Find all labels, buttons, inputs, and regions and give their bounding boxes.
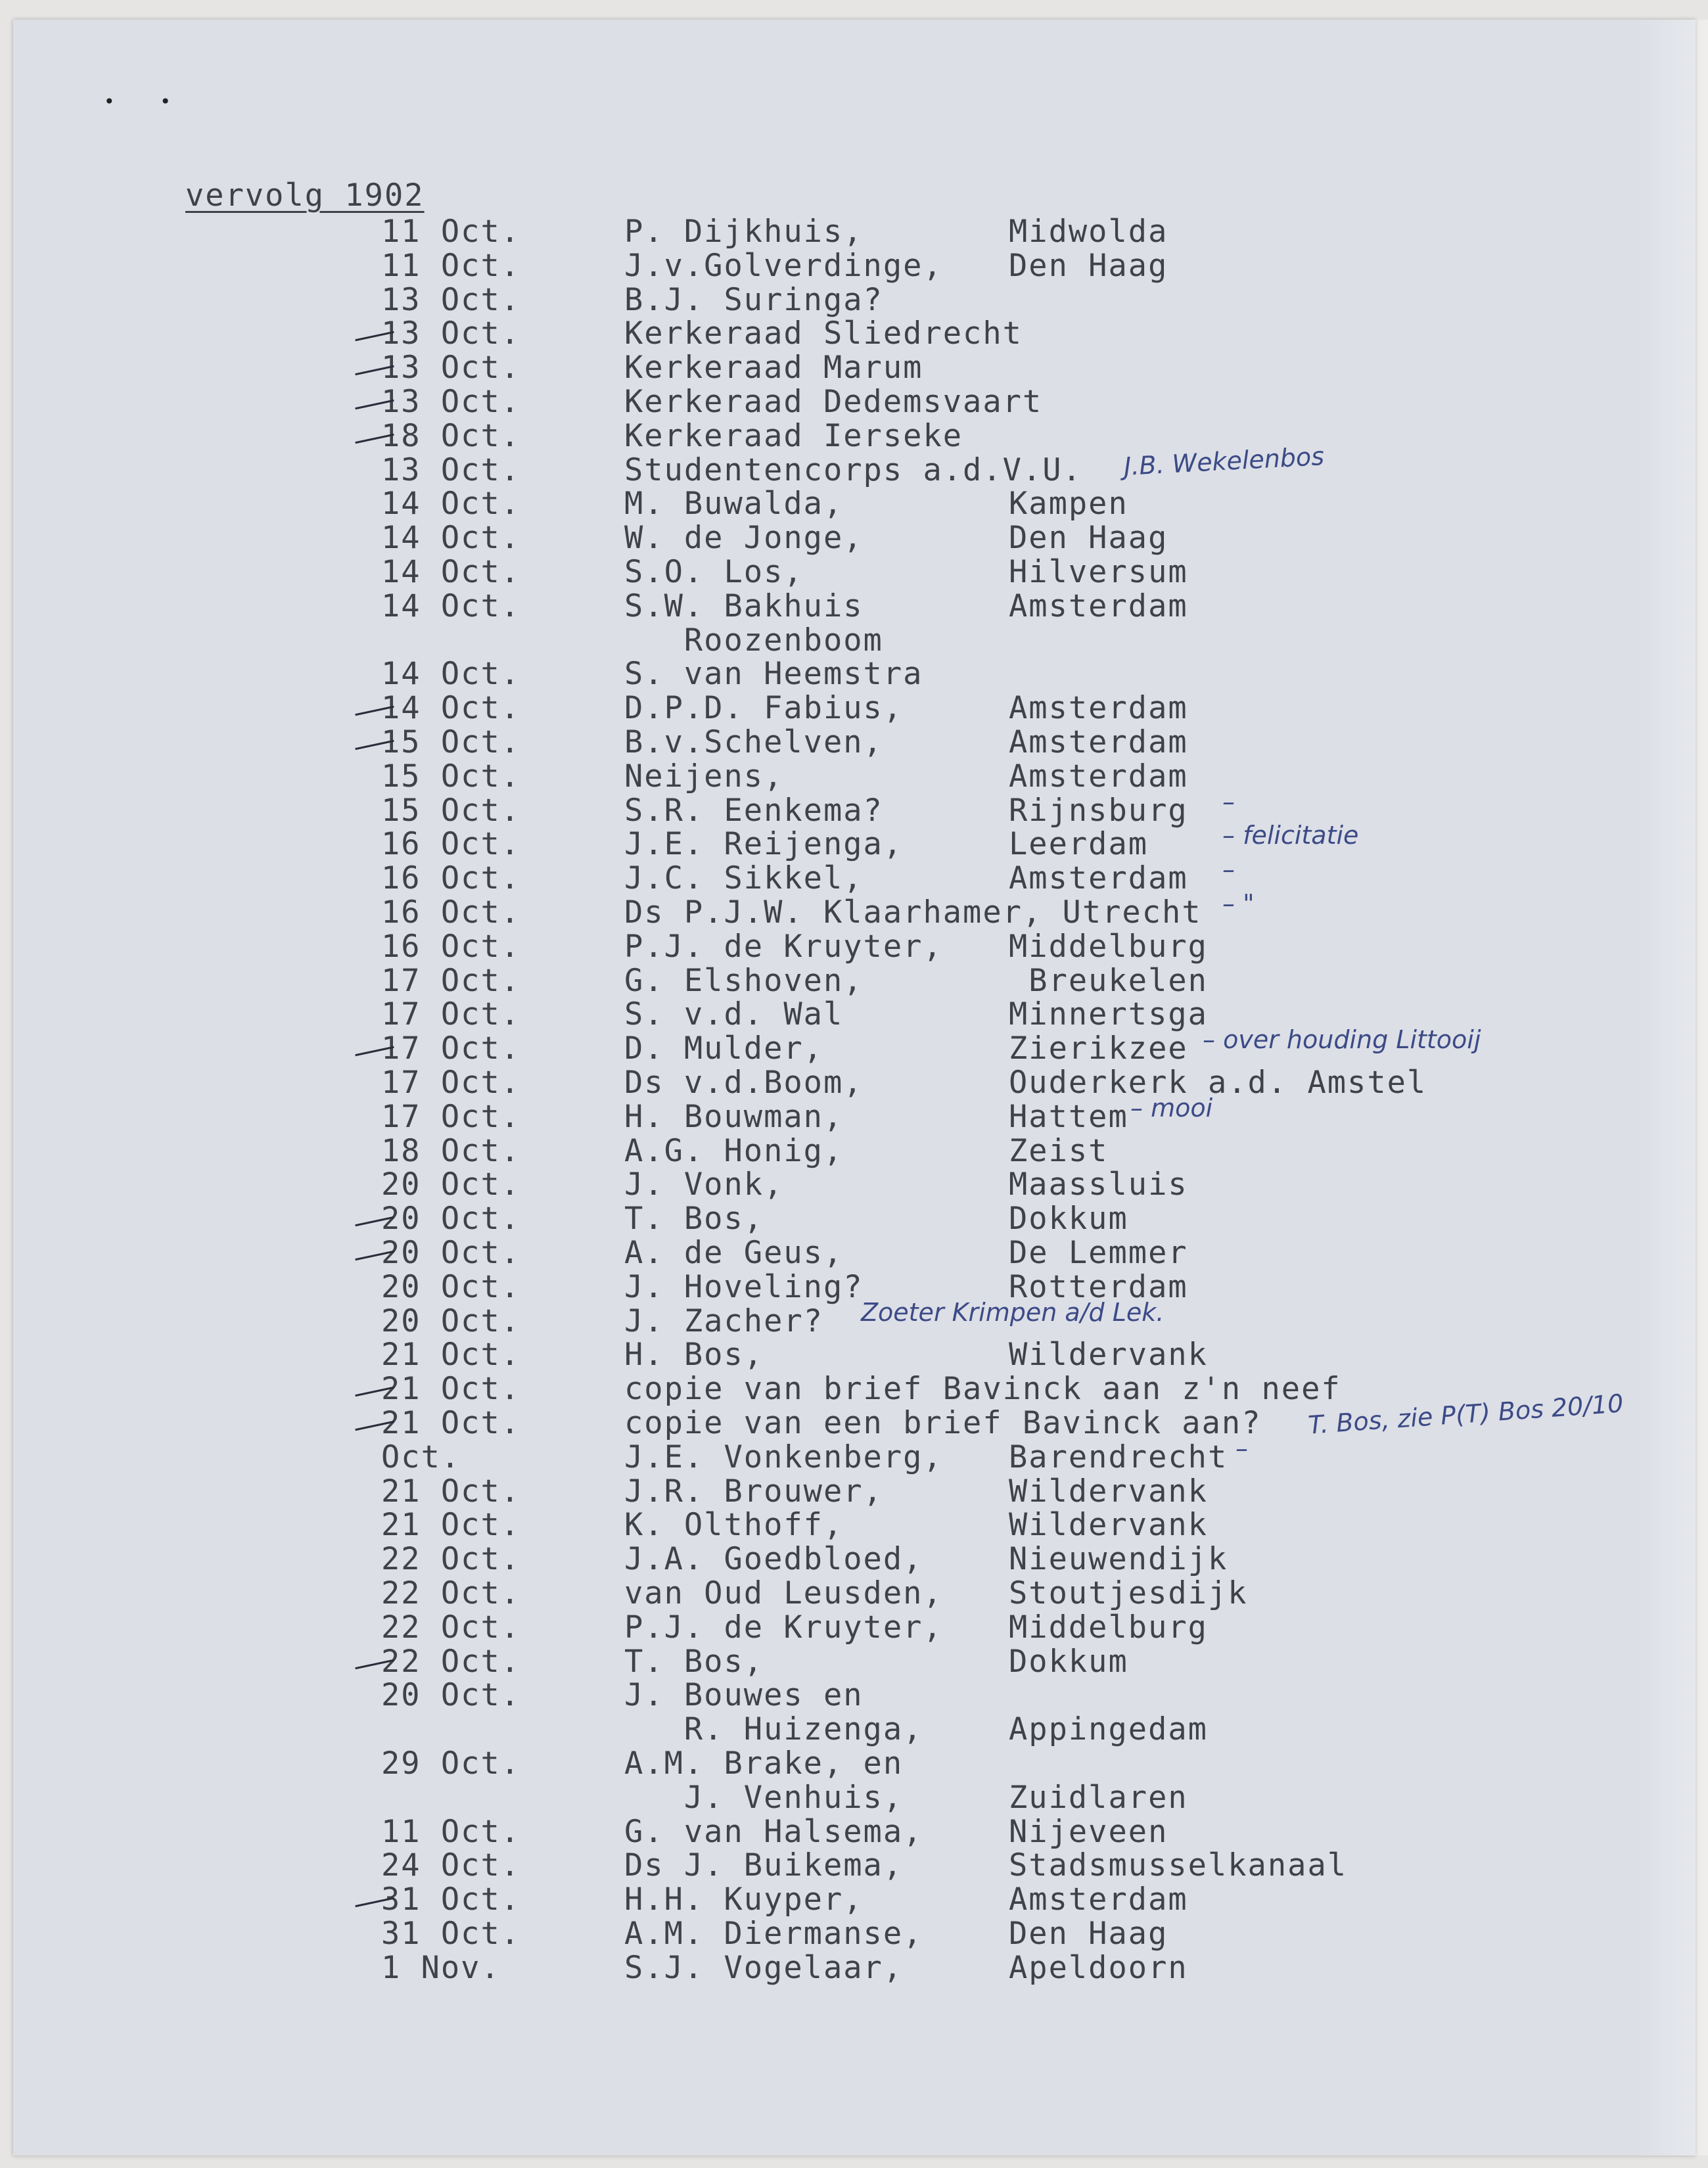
entry-date: 31 Oct. bbox=[381, 1881, 521, 1918]
entry-name: Kerkeraad Marum bbox=[624, 350, 923, 386]
entry-date: 20 Oct. bbox=[381, 1303, 521, 1339]
entry-date: 17 Oct. bbox=[381, 1065, 521, 1101]
entry-place: Nijeveen bbox=[1009, 1813, 1168, 1850]
entry-name: B.J. Suringa? bbox=[624, 281, 883, 318]
entry-date: 14 Oct. bbox=[381, 520, 521, 557]
entry-place: Amsterdam bbox=[1009, 860, 1188, 897]
entry-date: 22 Oct. bbox=[381, 1643, 521, 1680]
entry-name: D. Mulder, bbox=[624, 1030, 823, 1067]
entry-name: T. Bos, bbox=[624, 1643, 764, 1680]
entry-place: Den Haag bbox=[1009, 247, 1168, 284]
entry-name: H. Bos, bbox=[624, 1337, 764, 1373]
entry-name: Ds J. Buikema, bbox=[624, 1847, 904, 1884]
entry-date: 17 Oct. bbox=[381, 996, 521, 1033]
entry-name: Ds P.J.W. Klaarhamer, Utrecht bbox=[624, 894, 1202, 931]
entry-date: 13 Oct. bbox=[381, 451, 521, 488]
handwritten-note: – felicitatie bbox=[1222, 821, 1359, 850]
paper-edge-shading bbox=[1636, 20, 1708, 2156]
entry-name: J.E. Reijenga, bbox=[624, 826, 904, 863]
entry-date: 14 Oct. bbox=[381, 690, 521, 727]
entry-date: 16 Oct. bbox=[381, 860, 521, 897]
entry-name: Kerkeraad Ierseke bbox=[624, 417, 963, 454]
entry-date: 21 Oct. bbox=[381, 1405, 521, 1441]
entry-place: Amsterdam bbox=[1009, 588, 1188, 624]
entry-date: 1 Nov. bbox=[381, 1949, 501, 1986]
entry-name: A.G. Honig, bbox=[624, 1132, 844, 1169]
entry-place: Amsterdam bbox=[1009, 758, 1188, 795]
entry-place: Den Haag bbox=[1009, 1916, 1168, 1952]
entry-name: S. v.d. Wal bbox=[624, 996, 844, 1033]
entry-place: Dokkum bbox=[1009, 1643, 1128, 1680]
entry-date: 13 Oct. bbox=[381, 315, 521, 352]
entry-date: 14 Oct. bbox=[381, 486, 521, 522]
entry-place: Stadsmusselkanaal bbox=[1009, 1847, 1348, 1884]
entry-name: G. van Halsema, bbox=[624, 1813, 923, 1850]
entry-name: Studentencorps a.d.V.U. bbox=[624, 451, 1082, 488]
entry-name: van Oud Leusden, bbox=[624, 1575, 943, 1611]
entry-name: A. de Geus, bbox=[624, 1235, 844, 1271]
page-heading: vervolg 1902 bbox=[185, 177, 425, 214]
entry-name: B.v.Schelven, bbox=[624, 724, 883, 760]
entry-place: Hilversum bbox=[1009, 554, 1188, 590]
entry-name: Kerkeraad Dedemsvaart bbox=[624, 384, 1043, 420]
entry-date: Oct. bbox=[381, 1439, 461, 1475]
entry-name: Neijens, bbox=[624, 758, 784, 795]
entry-name: M. Buwalda, bbox=[624, 486, 844, 522]
entry-date: 16 Oct. bbox=[381, 894, 521, 931]
handwritten-note: – mooi bbox=[1130, 1093, 1213, 1122]
entry-date: 20 Oct. bbox=[381, 1201, 521, 1237]
entry-name: J.v.Golverdinge, bbox=[624, 247, 943, 284]
entry-date: 13 Oct. bbox=[381, 350, 521, 386]
entry-place: Zierikzee bbox=[1009, 1030, 1188, 1067]
entry-date: 31 Oct. bbox=[381, 1916, 521, 1952]
entry-date: 29 Oct. bbox=[381, 1745, 521, 1782]
entry-place: Rijnsburg bbox=[1009, 792, 1188, 829]
entry-name: P. Dijkhuis, bbox=[624, 214, 864, 250]
entry-name: S.R. Eenkema? bbox=[624, 792, 883, 829]
entry-name: S. van Heemstra bbox=[624, 656, 923, 693]
entry-name: Ds v.d.Boom, bbox=[624, 1065, 864, 1101]
entry-name: J. Bouwes en bbox=[624, 1677, 864, 1714]
entry-place: De Lemmer bbox=[1009, 1235, 1188, 1271]
entry-date: 21 Oct. bbox=[381, 1473, 521, 1510]
entry-name: R. Huizenga, bbox=[624, 1711, 923, 1748]
entry-place: Amsterdam bbox=[1009, 690, 1188, 727]
entry-place: Rotterdam bbox=[1009, 1268, 1188, 1305]
entry-place: Apeldoorn bbox=[1009, 1949, 1188, 1986]
entry-place: Barendrecht bbox=[1009, 1439, 1228, 1475]
entry-name: copie van een brief Bavinck aan? bbox=[624, 1405, 1262, 1441]
entry-name: copie van brief Bavinck aan z'n neef bbox=[624, 1371, 1341, 1408]
entry-place: Amsterdam bbox=[1009, 724, 1188, 760]
corner-marks: • • bbox=[104, 91, 191, 112]
handwritten-note: – bbox=[1222, 787, 1235, 816]
entry-place: Minnertsga bbox=[1009, 996, 1208, 1033]
entry-name: S.O. Los, bbox=[624, 554, 804, 590]
entry-name: Kerkeraad Sliedrecht bbox=[624, 315, 1023, 352]
entry-date: 11 Oct. bbox=[381, 247, 521, 284]
entry-name: P.J. de Kruyter, bbox=[624, 1609, 943, 1646]
entry-date: 20 Oct. bbox=[381, 1235, 521, 1271]
entry-date: 13 Oct. bbox=[381, 281, 521, 318]
entry-place: Leerdam bbox=[1009, 826, 1149, 863]
entry-place: Maassluis bbox=[1009, 1166, 1188, 1203]
entry-name: J.A. Goedbloed, bbox=[624, 1541, 923, 1578]
entry-name: J. Venhuis, bbox=[624, 1779, 904, 1816]
entry-date: 14 Oct. bbox=[381, 554, 521, 590]
entry-name: J.R. Brouwer, bbox=[624, 1473, 883, 1510]
handwritten-note: T. Bos, zie P(T) Bos 20/10 bbox=[1307, 1389, 1625, 1440]
entry-place: Amsterdam bbox=[1009, 1881, 1188, 1918]
entry-place: Middelburg bbox=[1009, 928, 1208, 965]
entry-name: G. Elshoven, bbox=[624, 962, 864, 999]
entry-name: S.J. Vogelaar, bbox=[624, 1949, 904, 1986]
entry-date: 21 Oct. bbox=[381, 1337, 521, 1373]
entry-name: P.J. de Kruyter, bbox=[624, 928, 943, 965]
entry-place: Midwolda bbox=[1009, 214, 1168, 250]
entry-place: Hattem bbox=[1009, 1098, 1128, 1135]
entry-place: Den Haag bbox=[1009, 520, 1168, 557]
entry-date: 11 Oct. bbox=[381, 214, 521, 250]
entry-date: 20 Oct. bbox=[381, 1268, 521, 1305]
entry-name: A.M. Diermanse, bbox=[624, 1916, 923, 1952]
entry-name: A.M. Brake, en bbox=[624, 1745, 904, 1782]
entry-name: W. de Jonge, bbox=[624, 520, 864, 557]
entry-place: Middelburg bbox=[1009, 1609, 1208, 1646]
entry-date: 21 Oct. bbox=[381, 1507, 521, 1544]
entry-date: 11 Oct. bbox=[381, 1813, 521, 1850]
entry-place: Wildervank bbox=[1009, 1507, 1208, 1544]
entry-name: K. Olthoff, bbox=[624, 1507, 844, 1544]
entry-name: J.C. Sikkel, bbox=[624, 860, 864, 897]
entry-date: 22 Oct. bbox=[381, 1575, 521, 1611]
entry-date: 18 Oct. bbox=[381, 1132, 521, 1169]
entry-date: 13 Oct. bbox=[381, 384, 521, 420]
entry-date: 22 Oct. bbox=[381, 1609, 521, 1646]
handwritten-note: J.B. Wekelenbos bbox=[1123, 441, 1325, 481]
entry-place: Zeist bbox=[1009, 1132, 1109, 1169]
entry-date: 22 Oct. bbox=[381, 1541, 521, 1578]
handwritten-note: Zoeter Krimpen a/d Lek. bbox=[861, 1297, 1165, 1327]
entry-place: Breukelen bbox=[1009, 962, 1208, 999]
entry-name: J. Vonk, bbox=[624, 1166, 784, 1203]
entry-place: Stoutjesdijk bbox=[1009, 1575, 1248, 1611]
entry-name: D.P.D. Fabius, bbox=[624, 690, 904, 727]
entry-date: 14 Oct. bbox=[381, 588, 521, 624]
entry-date: 24 Oct. bbox=[381, 1847, 521, 1884]
entry-name: H.H. Kuyper, bbox=[624, 1881, 864, 1918]
entry-name: J. Zacher? bbox=[624, 1303, 823, 1339]
entry-date: 17 Oct. bbox=[381, 1030, 521, 1067]
entry-place: Wildervank bbox=[1009, 1473, 1208, 1510]
entry-place: Nieuwendijk bbox=[1009, 1541, 1228, 1578]
entry-place: Dokkum bbox=[1009, 1201, 1128, 1237]
entry-date: 17 Oct. bbox=[381, 962, 521, 999]
entry-date: 15 Oct. bbox=[381, 792, 521, 829]
entry-date: 14 Oct. bbox=[381, 656, 521, 693]
entry-place: Kampen bbox=[1009, 486, 1128, 522]
handwritten-note: – over houding Littooij bbox=[1203, 1025, 1481, 1055]
entry-name: Roozenboom bbox=[624, 622, 883, 658]
entry-date: 21 Oct. bbox=[381, 1371, 521, 1408]
handwritten-note: – " bbox=[1222, 889, 1255, 918]
entry-date: 16 Oct. bbox=[381, 928, 521, 965]
entry-name: J. Hoveling? bbox=[624, 1268, 864, 1305]
entry-place: Appingedam bbox=[1009, 1711, 1208, 1748]
entry-date: 15 Oct. bbox=[381, 758, 521, 795]
handwritten-note: – bbox=[1222, 855, 1235, 885]
entry-date: 17 Oct. bbox=[381, 1098, 521, 1135]
handwritten-note: – bbox=[1235, 1433, 1248, 1463]
entry-date: 20 Oct. bbox=[381, 1166, 521, 1203]
entry-place: Ouderkerk a.d. Amstel bbox=[1009, 1065, 1427, 1101]
entry-name: S.W. Bakhuis bbox=[624, 588, 864, 624]
typed-sheet bbox=[13, 20, 1696, 2156]
entry-place: Wildervank bbox=[1009, 1337, 1208, 1373]
entry-name: J.E. Vonkenberg, bbox=[624, 1439, 943, 1475]
entry-date: 15 Oct. bbox=[381, 724, 521, 760]
entry-name: H. Bouwman, bbox=[624, 1098, 844, 1135]
entry-date: 18 Oct. bbox=[381, 417, 521, 454]
entry-name: T. Bos, bbox=[624, 1201, 764, 1237]
entry-place: Zuidlaren bbox=[1009, 1779, 1188, 1816]
entry-date: 20 Oct. bbox=[381, 1677, 521, 1714]
entry-date: 16 Oct. bbox=[381, 826, 521, 863]
